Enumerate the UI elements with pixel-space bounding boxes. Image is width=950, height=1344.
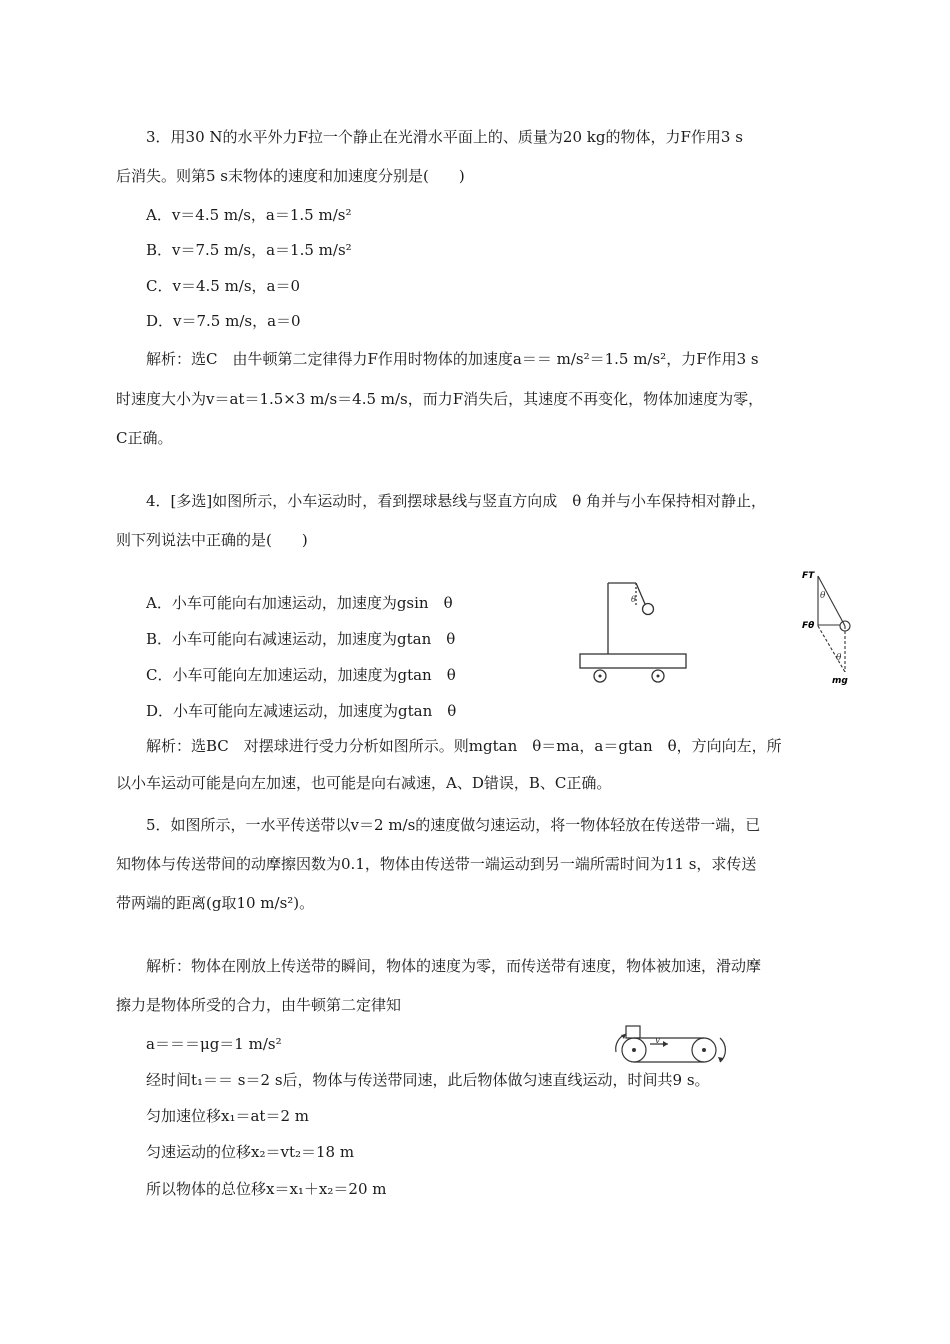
tension-line	[818, 576, 845, 626]
conveyor-belt-figure	[608, 1024, 738, 1064]
q5-solution-line-3: a＝＝＝μg＝1 m/s²	[146, 1035, 282, 1053]
q4-stem-line-1: 4．[多选]如图所示，小车运动时，看到摆球悬线与竖直方向成 θ 角并与小车保持相对静止，	[146, 492, 767, 510]
q3-stem-line-1: 3．用30 N的水平外力F拉一个静止在光滑水平面上的、质量为20 kg的物体，力F作用3 s	[146, 128, 743, 146]
q4-stem-line-2: 则下列说法中正确的是( )	[116, 531, 308, 549]
cart-body	[580, 654, 686, 668]
q3-solution-line-3: C正确。	[116, 429, 173, 447]
ft-label: FT	[802, 571, 815, 581]
q4-solution-line-2: 以小车运动可能是向左加速，也可能是向右减速，A、D错误，B、C正确。	[116, 774, 612, 792]
q3-stem-line-2: 后消失。则第5 s末物体的速度和加速度分别是( )	[116, 167, 465, 185]
mg-label: mg	[832, 676, 848, 686]
pendulum-string	[636, 583, 645, 604]
q5-solution-line-2: 擦力是物体所受的合力，由牛顿第二定律知	[116, 996, 402, 1014]
cart-pendulum-figure	[578, 575, 688, 695]
q4-solution-line-1: 解析：选BC 对摆球进行受力分析如图所示。则mgtan θ＝ma，a＝gtan θ，方向向左，所	[146, 737, 782, 755]
velocity-label: v	[655, 1036, 661, 1046]
block-on-belt	[626, 1026, 640, 1038]
q5-solution-line-4: 经时间t₁＝＝ s＝2 s后，物体与传送带同速，此后物体做匀速直线运动，时间共9 s。	[146, 1071, 710, 1089]
q5-solution-line-5: 匀加速位移x₁＝at＝2 m	[146, 1107, 309, 1125]
q5-solution-line-6: 匀速运动的位移x₂＝vt₂＝18 m	[146, 1143, 355, 1161]
pendulum-ball	[643, 604, 654, 615]
q5-stem-line-2: 知物体与传送带间的动摩擦因数为0.1，物体由传送带一端运动到另一端所需时间为11 s，求传送	[116, 855, 757, 873]
q5-solution-line-7: 所以物体的总位移x＝x₁＋x₂＝20 m	[146, 1180, 387, 1198]
q3-option-d: D．v＝7.5 m/s，a＝0	[146, 312, 301, 330]
theta-label: θ	[631, 595, 636, 604]
q4-option-d: D．小车可能向左减速运动，加速度为gtan θ	[146, 702, 457, 720]
q3-option-a: A．v＝4.5 m/s，a＝1.5 m/s²	[146, 206, 352, 224]
q4-option-c: C．小车可能向左加速运动，加速度为gtan θ	[146, 666, 456, 684]
q3-option-b: B．v＝7.5 m/s，a＝1.5 m/s²	[146, 241, 352, 259]
q5-solution-line-1: 解析：物体在刚放上传送带的瞬间，物体的速度为零，而传送带有速度，物体被加速，滑动摩	[146, 957, 762, 975]
q4-option-a: A．小车可能向右加速运动，加速度为gsin θ	[146, 594, 453, 612]
q3-solution-line-1: 解析：选C 由牛顿第二定律得力F作用时物体的加速度a＝＝ m/s²＝1.5 m/s²，力F作用3 s	[146, 350, 759, 368]
q3-option-c: C．v＝4.5 m/s，a＝0	[146, 277, 301, 295]
fa-label: Fθ	[802, 621, 815, 631]
q5-stem-line-1: 5．如图所示，一水平传送带以v＝2 m/s的速度做匀速运动，将一物体轻放在传送带一端，已	[146, 816, 761, 834]
q5-stem-line-3: 带两端的距离(g取10 m/s²)。	[116, 894, 315, 912]
q4-option-b: B．小车可能向右减速运动，加速度为gtan θ	[146, 630, 456, 648]
q3-solution-line-2: 时速度大小为v＝at＝1.5×3 m/s＝4.5 m/s，而力F消失后，其速度不再变化，物体加速度为零，	[116, 390, 764, 408]
dashed-diagonal	[818, 626, 845, 672]
theta-label-bottom: θ	[836, 653, 842, 663]
force-diagram-figure	[800, 568, 870, 688]
theta-label-top: θ	[820, 591, 826, 601]
